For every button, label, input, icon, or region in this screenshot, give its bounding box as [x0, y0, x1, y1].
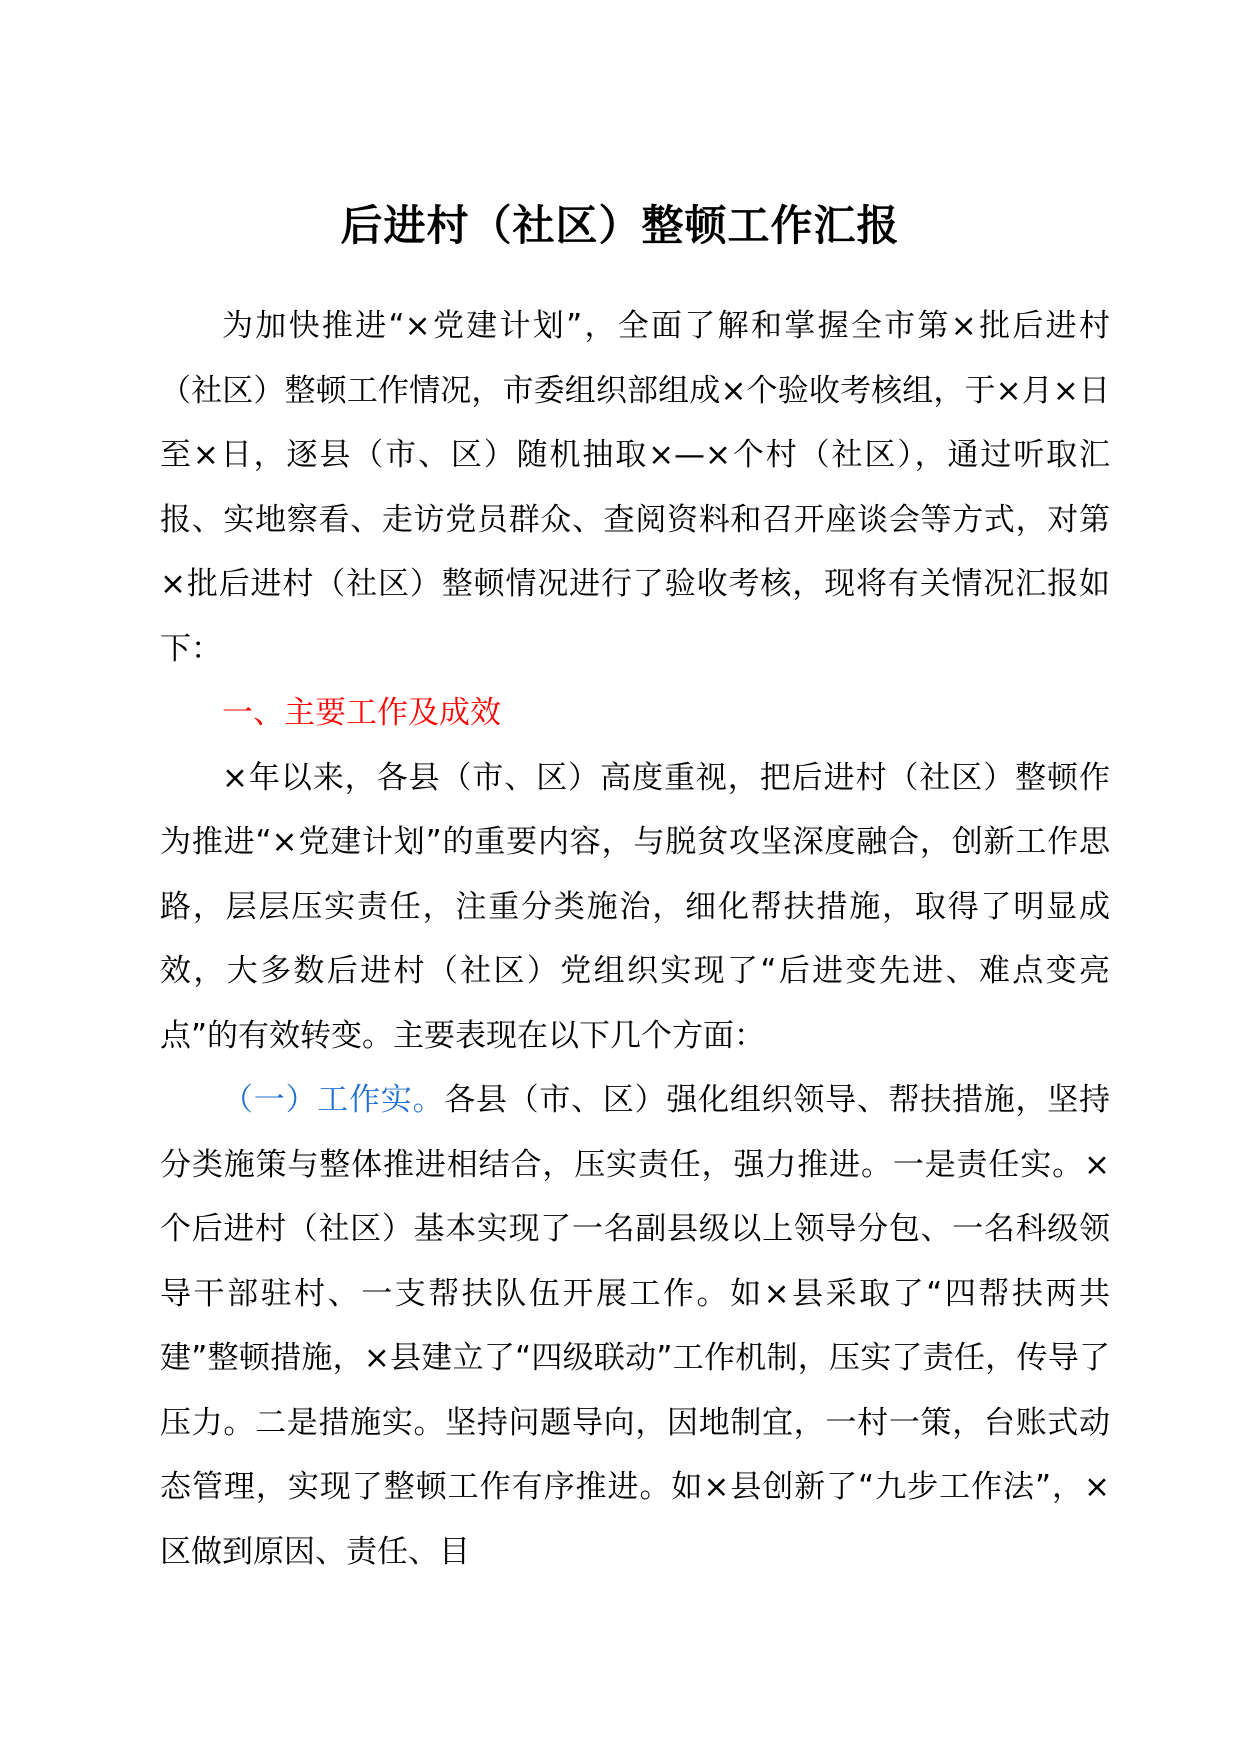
subsection-heading: （一）工作实。	[222, 1082, 445, 1118]
intro-paragraph-text: 为加快推进“×党建计划”，全面了解和掌握全市第×批后进村（社区）整顿工作情况，市委组织部组成×个验收考核组，于×月×日至×日，逐县（市、区）随机抽取×—×个村（社区），通过听取汇报、实地察看、走访党员群众、查阅资料和召开座谈会等方式，对第×批后进村（社区）整顿情况进行了验收考核，现将有关情况汇报如下：	[160, 308, 1110, 667]
document-body	[160, 294, 1110, 1584]
summary-paragraph-text: ×年以来，各县（市、区）高度重视，把后进村（社区）整顿作为推进“×党建计划”的重要内容，与脱贫攻坚深度融合，创新工作思路，层层压实责任，注重分类施治，细化帮扶措施，取得了明显成效，大多数后进村（社区）党组织实现了“后进变先进、难点变亮点”的有效转变。主要表现在以下几个方面：	[160, 759, 1110, 1054]
summary-paragraph	[160, 746, 1110, 1069]
section-heading	[160, 681, 1110, 746]
document-title: 后进村（社区）整顿工作汇报	[340, 201, 900, 250]
section-heading-text: 一、主要工作及成效	[222, 695, 501, 731]
subsection-paragraph	[160, 1068, 1110, 1584]
intro-paragraph	[160, 294, 1110, 681]
subsection-paragraph-text: 各县（市、区）强化组织领导、帮扶措施，坚持分类施策与整体推进相结合，压实责任，强力推进。一是责任实。×个后进村（社区）基本实现了一名副县级以上领导分包、一名科级领导干部驻村、一支帮扶队伍开展工作。如×县采取了“四帮扶两共建”整顿措施，×县建立了“四级联动”工作机制，压实了责任，传导了压力。二是措施实。坚持问题导向，因地制宜，一村一策，台账式动态管理，实现了整顿工作有序推进。如×县创新了“九步工作法”，×区做到原因、责任、目	[160, 1082, 1111, 1570]
